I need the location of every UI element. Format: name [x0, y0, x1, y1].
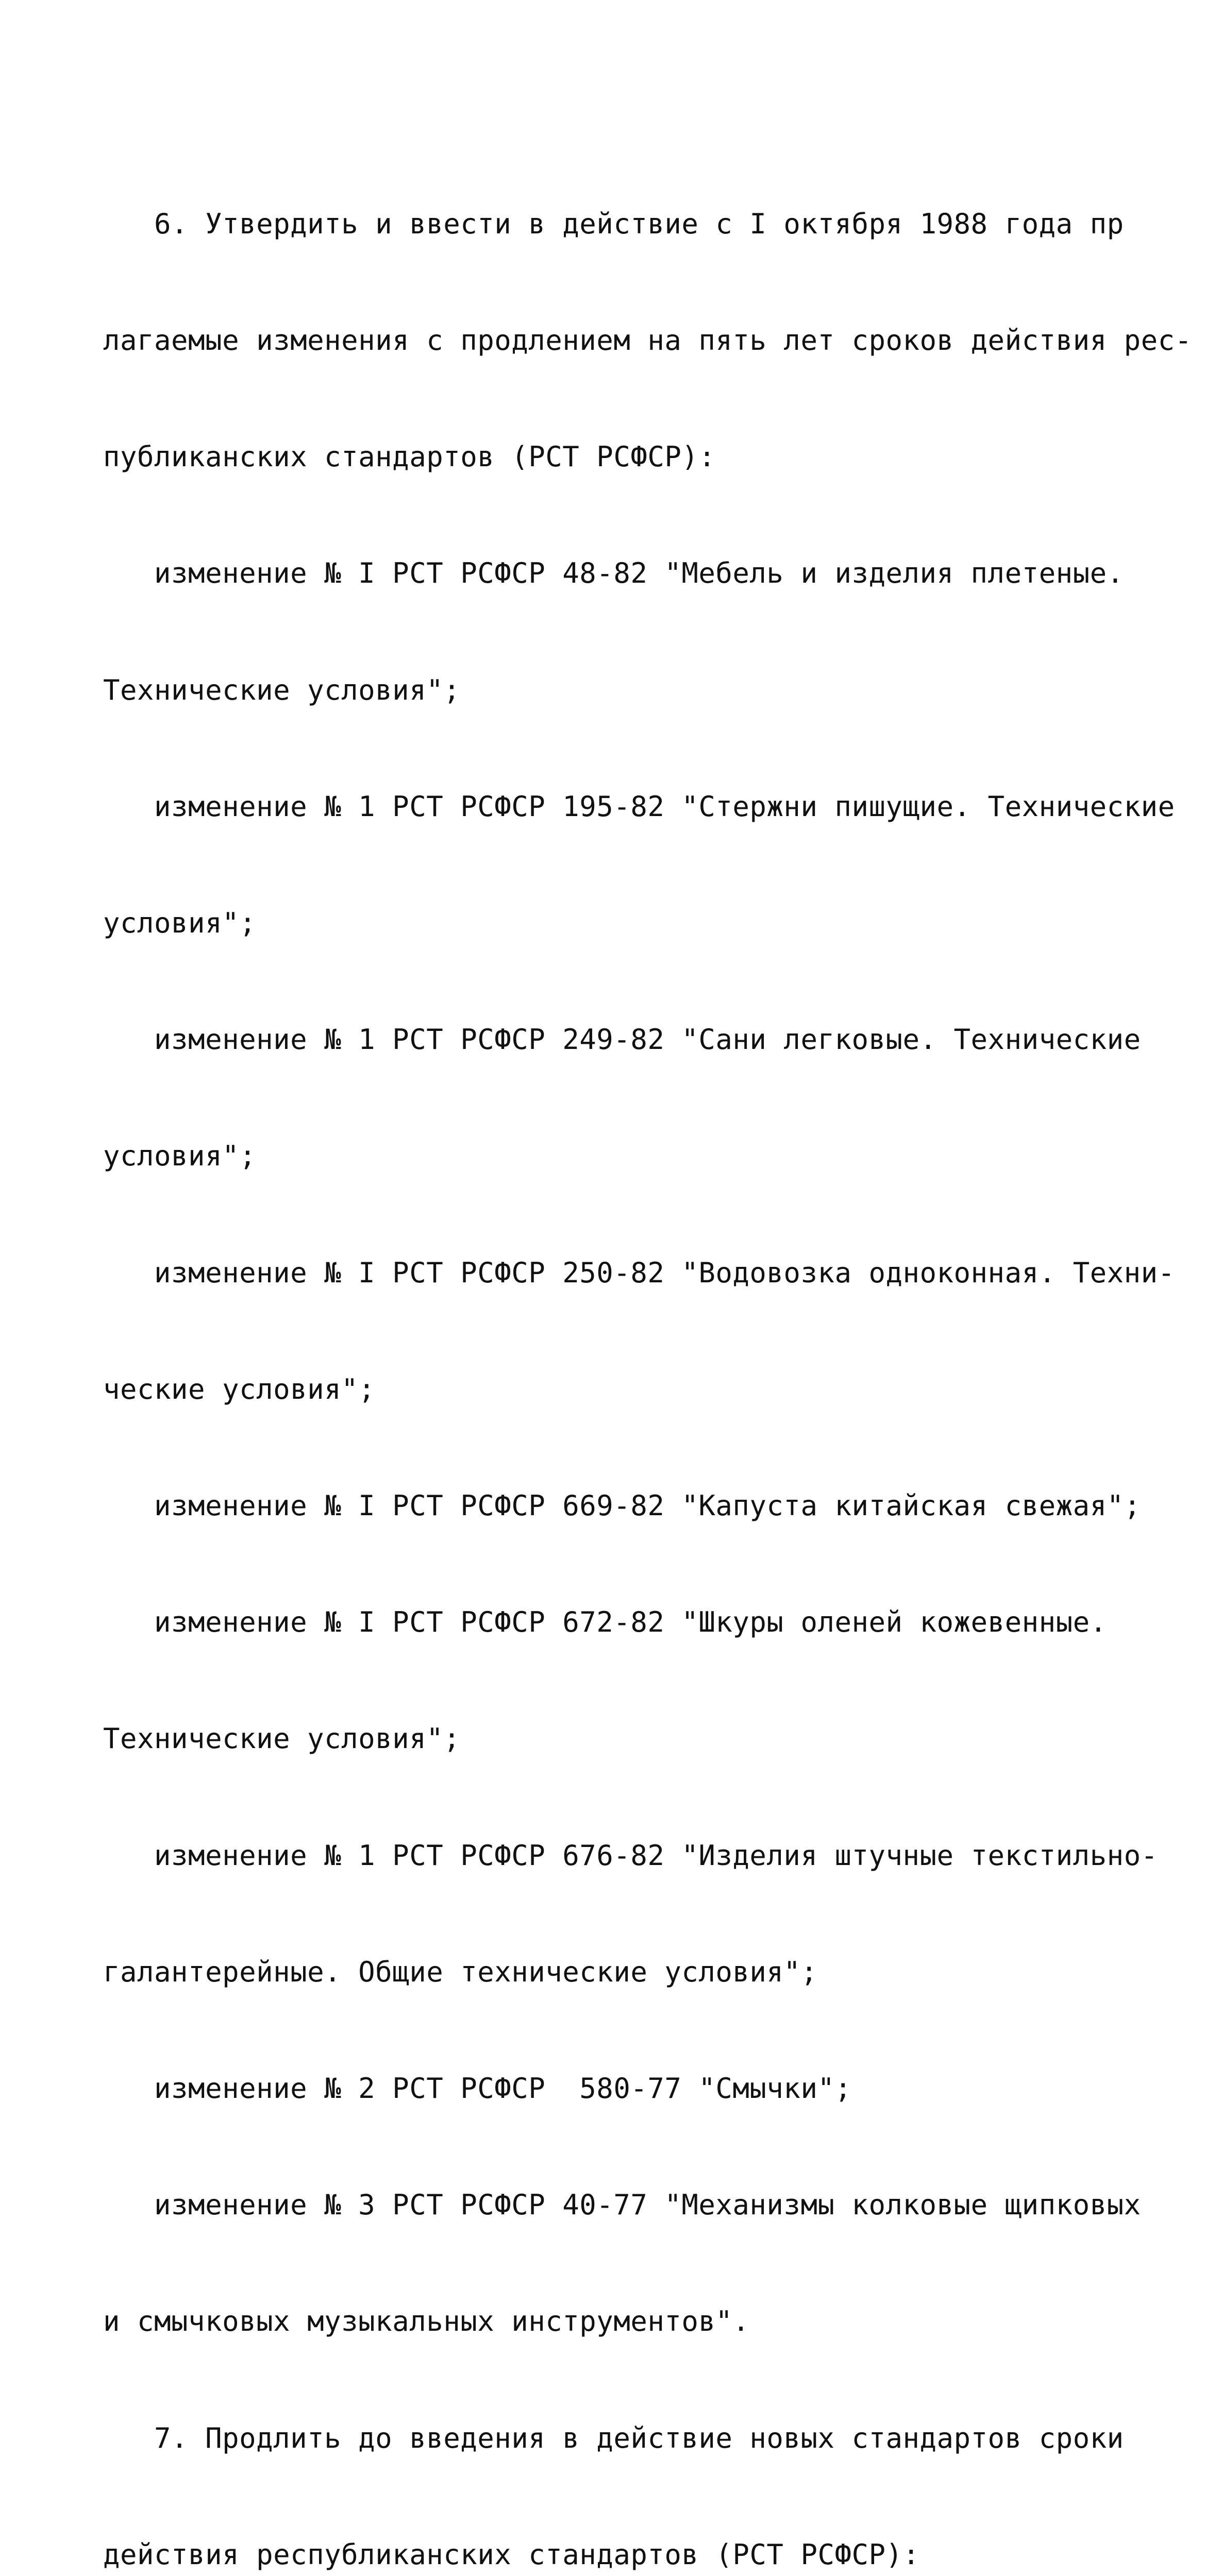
text-line: изменение № 1 РСТ РСФСР 195-82 "Стержни пишущие. Технические	[103, 790, 1175, 823]
text-line: и смычковых музыкальных инструментов".	[103, 2305, 750, 2338]
text-line: изменение № I РСТ РСФСР 250-82 "Водовозка одноконная. Техни-	[103, 1256, 1175, 1289]
document-body	[103, 127, 1192, 2576]
text-line: Технические условия";	[103, 1722, 461, 1755]
text-line: изменение № I РСТ РСФСР 669-82 "Капуста китайская свежая";	[103, 1489, 1141, 1522]
text-line: лагаемые изменения с продлением на пять лет сроков действия рес-	[103, 324, 1192, 357]
text-line: публиканских стандартов (РСТ РСФСР):	[103, 440, 716, 473]
text-line: ческие условия";	[103, 1372, 376, 1405]
text-line: изменение № I РСТ РСФСР 48-82 "Мебель и изделия плетеные.	[103, 557, 1124, 590]
text-line: галантерейные. Общие технические условия";	[103, 1955, 818, 1988]
text-line: действия республиканских стандартов (РСТ РСФСР):	[103, 2538, 920, 2571]
text-line: 7. Продлить до введения в действие новых стандартов сроки	[103, 2421, 1124, 2454]
text-line: условия";	[103, 1140, 257, 1173]
text-line: условия";	[103, 907, 257, 940]
text-line: 6. Утвердить и ввести в действие с I октября 1988 года пр	[103, 207, 1124, 240]
text-line: изменение № 1 РСТ РСФСР 249-82 "Сани легковые. Технические	[103, 1023, 1141, 1056]
text-line: изменение № 3 РСТ РСФСР 40-77 "Механизмы колковые щипковых	[103, 2189, 1141, 2222]
text-line: Технические условия";	[103, 673, 461, 706]
text-line: изменение № I РСТ РСФСР 672-82 "Шкуры оленей кожевенные.	[103, 1606, 1107, 1639]
text-line: изменение № 1 РСТ РСФСР 676-82 "Изделия штучные текстильно-	[103, 1839, 1158, 1872]
text-line: изменение № 2 РСТ РСФСР 580-77 "Смычки";	[103, 2072, 852, 2105]
